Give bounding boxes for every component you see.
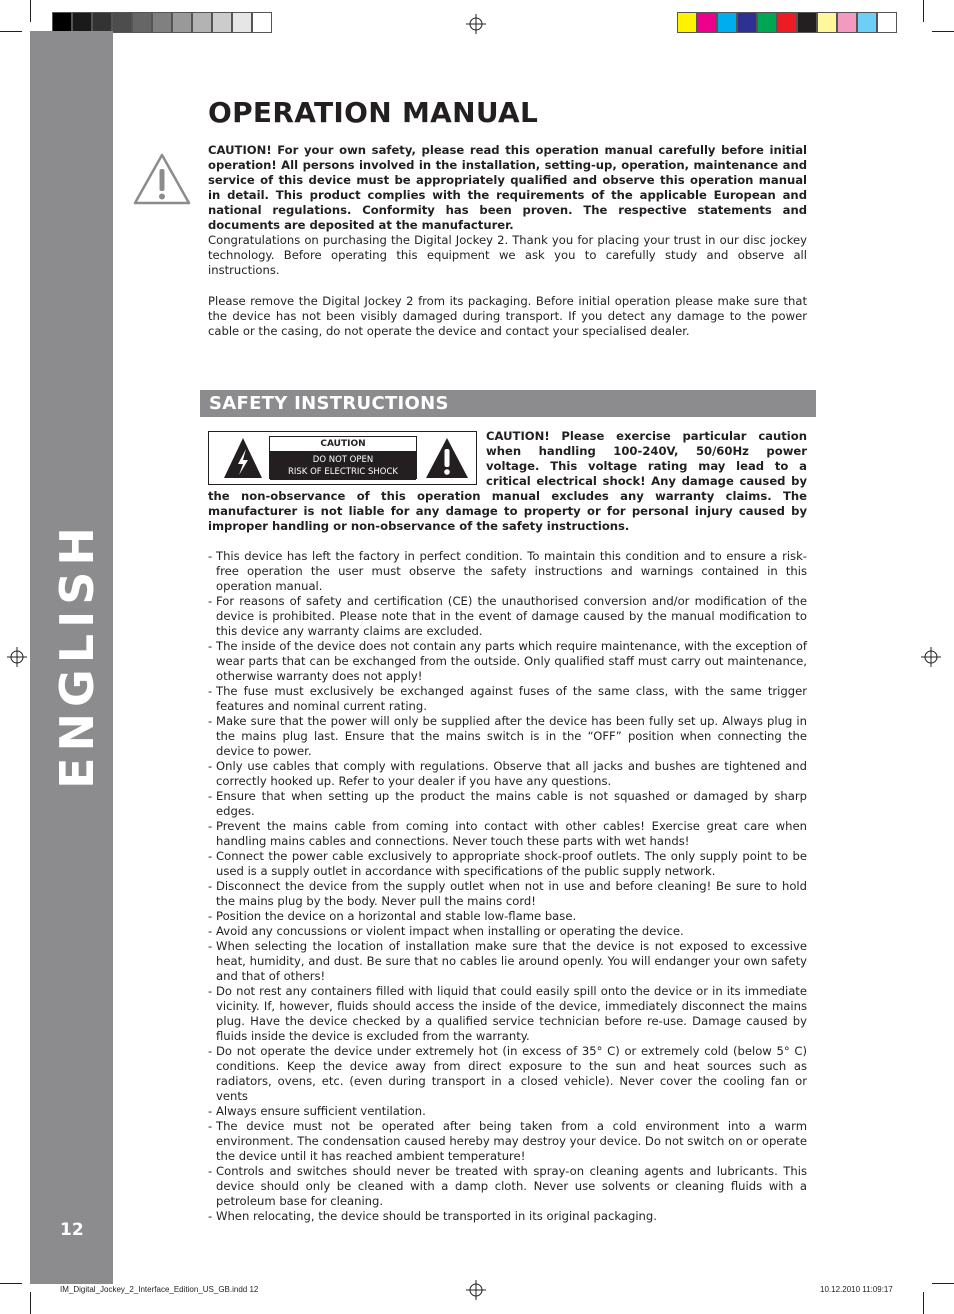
color-swatch [152, 12, 172, 33]
safety-instructions-list [208, 549, 807, 1224]
language-label: ENGLISH [49, 521, 104, 789]
list-item: - Controls and switches should never be treated with spray-on cleaning agents and lubricants. This device should only be cleaned with a damp cloth. Never use solvents or cleaning fluids with a petroleum base for cleaning. [208, 1164, 807, 1209]
grayscale-color-bar [52, 12, 272, 33]
list-item: - Do not operate the device under extremely hot (in excess of 35° C) or extremely cold (below 5° C) conditions. Keep the device away from direct exposure to the sun and heat sources such as radiators, ovens, etc. (even during transport in a closed vehicle). Never cover the cooling fan or vents [208, 1044, 807, 1104]
label-spacer [208, 429, 486, 489]
list-item: - Position the device on a horizontal and stable low-flame base. [208, 909, 807, 924]
safety-caution-text: CAUTION! Please exercise particular caution when handling 100-240V, 50/60Hz power voltage. This voltage rating may lead to a critical electrical shock! Any damage caused by the non-observance of this operation manual excludes any warranty claims. The manufacturer is not liable for any damage to property or for personal injury caused by improper handling or non-observance of the safety instructions. [208, 429, 807, 533]
color-swatch [837, 12, 857, 33]
color-swatch [72, 12, 92, 33]
registration-mark-icon [466, 1280, 486, 1300]
do-not-open-text: DO NOT OPEN [312, 455, 374, 465]
list-item: - The device must not be operated after being taken from a cold environment into a warm environment. The condensation caused hereby may destroy your device. Do not switch on or operate the device until it has reached ambient temperature! [208, 1119, 807, 1164]
registration-mark-icon [7, 647, 27, 667]
crop-mark [932, 31, 954, 32]
color-swatch [857, 12, 877, 33]
color-swatch [92, 12, 112, 33]
intro-caution-paragraph: CAUTION! For your own safety, please read this operation manual carefully before initial operation! All persons involved in the installation, setting-up, operation, maintenance and service of this device must be appropriately qualified and observe this operation manual in detail. This product complies with the requirements of the applicable European and national regulations. Conformity has been proven. The respective statements and documents are deposited at the manufacturer. [208, 143, 807, 232]
list-item: - The inside of the device does not contain any parts which require maintenance, with the exception of wear parts that can be exchanged from the outside. Only qualified staff must carry out maintenance, otherwise warranty does not apply! [208, 639, 807, 684]
list-item: - This device has left the factory in perfect condition. To maintain this condition and to ensure a risk-free operation the user must observe the safety instructions and warnings contained in this operation manual. [208, 549, 807, 594]
color-swatch [777, 12, 797, 33]
color-swatch [252, 12, 272, 33]
crop-mark [30, 0, 31, 22]
section-header [200, 390, 816, 417]
process-color-bar [677, 12, 897, 33]
file-slug: IM_Digital_Jockey_2_Interface_Edition_US_GB.indd 12 [60, 1285, 259, 1294]
crop-mark [30, 1292, 31, 1314]
crop-mark [932, 1283, 954, 1284]
list-item: - When selecting the location of installation make sure that the device is not exposed to excessive heat, humidity, and dust. Be sure that no cables lie around openly. You will endanger your own safety and that of others! [208, 939, 807, 984]
color-swatch [697, 12, 717, 33]
list-item: - The fuse must exclusively be exchanged against fuses of the same class, with the same trigger features and nominal current rating. [208, 684, 807, 714]
color-swatch [737, 12, 757, 33]
crop-mark [0, 1283, 22, 1284]
list-item: - Prevent the mains cable from coming into contact with other cables! Exercise great care when handling mains cables and connections. Never touch these parts with wet hands! [208, 819, 807, 849]
color-swatch [757, 12, 777, 33]
page-number: 12 [60, 1220, 84, 1240]
list-item: - Do not rest any containers filled with liquid that could easily spill onto the device or in its immediate vicinity. If, however, fluids should access the inside of the device, immediately disconnect the mains plug. Have the device checked by a qualified service technician before re-use. Damage caused by fluids inside the device is excluded from the warranty. [208, 984, 807, 1044]
safety-caution-paragraph [208, 429, 807, 534]
unpacking-paragraph: Please remove the Digital Jockey 2 from its packaging. Before initial operation please make sure that the device has not been visibly damaged during transport. If you detect any damage to the power cable or the casing, do not operate the device and contact your specialised dealer. [208, 294, 807, 338]
color-swatch [877, 12, 897, 33]
color-swatch [717, 12, 737, 33]
list-item: - Always ensure sufficient ventilation. [208, 1104, 807, 1119]
color-swatch [192, 12, 212, 33]
color-swatch [232, 12, 252, 33]
shock-risk-text: RISK OF ELECTRIC SHOCK [287, 467, 398, 477]
registration-mark-icon [921, 647, 941, 667]
crop-mark [0, 31, 22, 32]
caution-heading: CAUTION [270, 437, 416, 452]
color-swatch [112, 12, 132, 33]
color-swatch [132, 12, 152, 33]
list-item: - Ensure that when setting up the product the mains cable is not squashed or damaged by sharp edges. [208, 789, 807, 819]
color-swatch [677, 12, 697, 33]
list-item: - Connect the power cable exclusively to appropriate shock-proof outlets. The only supply point to be used is a supply outlet in accordance with specifications of the public supply network. [208, 849, 807, 879]
section-title: SAFETY INSTRUCTIONS [209, 393, 449, 414]
color-swatch [52, 12, 72, 33]
language-tab [35, 521, 118, 789]
color-swatch [817, 12, 837, 33]
page-title: OPERATION MANUAL [208, 96, 539, 129]
list-item: - Disconnect the device from the supply outlet when not in use and before cleaning! Be sure to hold the mains plug by the body. Never pull the mains cord! [208, 879, 807, 909]
list-item: - Only use cables that comply with regulations. Observe that all jacks and bushes are tightened and correctly hooked up. Refer to your dealer if you have any questions. [208, 759, 807, 789]
list-item: - When relocating, the device should be transported in its original packaging. [208, 1209, 807, 1224]
color-swatch [797, 12, 817, 33]
congratulations-paragraph: Congratulations on purchasing the Digital Jockey 2. Thank you for placing your trust in our disc jockey technology. Before operating this equipment we ask you to carefully study and observe all instructions. [208, 233, 807, 277]
timestamp-slug: 10.12.2010 11:09:17 [820, 1285, 893, 1294]
crop-mark [923, 1292, 924, 1314]
list-item: - Make sure that the power will only be supplied after the device has been fully set up. Always plug in the mains plug last. Ensure that the mains switch is in the “OFF” position when connecting the device to power. [208, 714, 807, 759]
crop-mark [923, 0, 924, 22]
warning-triangle-icon [132, 152, 192, 206]
color-swatch [212, 12, 232, 33]
list-item: - Avoid any concussions or violent impact when installing or operating the device. [208, 924, 807, 939]
registration-mark-icon [466, 14, 486, 34]
color-swatch [172, 12, 192, 33]
list-item: - For reasons of safety and certification (CE) the unauthorised conversion and/or modification of the device is prohibited. Please note that in the event of damage caused by the manual modification to this device any warranty claims are excluded. [208, 594, 807, 639]
